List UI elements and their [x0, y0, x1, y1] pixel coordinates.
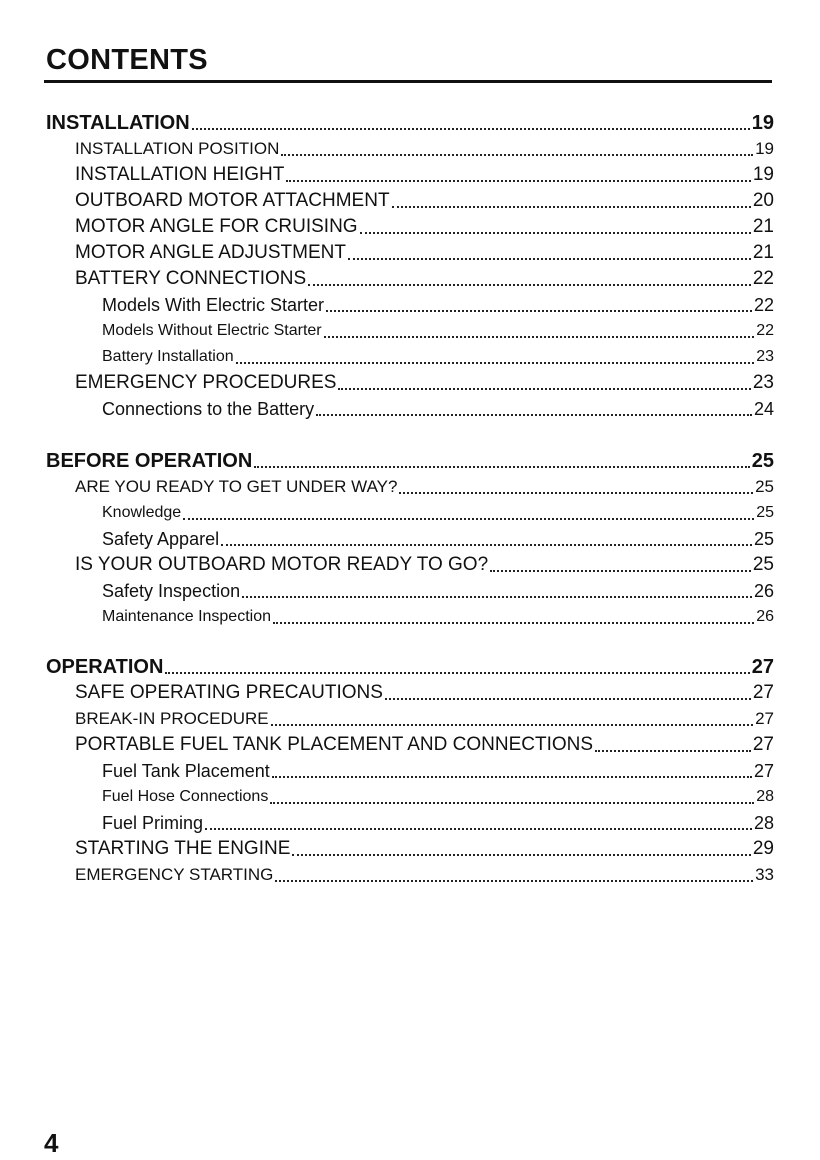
toc-entry-page: 21	[752, 242, 774, 263]
toc-entry-label: STARTING THE ENGINE	[75, 838, 291, 859]
toc-entry-label: Maintenance Inspection	[102, 608, 271, 625]
toc-entry-label: Models With Electric Starter	[102, 295, 325, 315]
page-title: CONTENTS	[46, 44, 208, 76]
toc-entry[interactable]	[75, 370, 774, 396]
toc-entry-label: Fuel Tank Placement	[102, 761, 270, 781]
dot-leader	[292, 854, 750, 856]
dot-leader	[281, 154, 753, 156]
dot-leader	[348, 258, 751, 260]
toc-entry-page: 19	[755, 139, 774, 158]
dot-leader	[399, 492, 753, 494]
toc-entry-label: INSTALLATION POSITION	[75, 139, 280, 158]
dot-leader	[286, 180, 750, 182]
toc-entry[interactable]	[102, 500, 774, 526]
toc-entry-label: Knowledge	[102, 504, 182, 521]
toc-entry[interactable]	[102, 526, 774, 552]
toc-entry-label: PORTABLE FUEL TANK PLACEMENT AND CONNECTIONS	[75, 734, 594, 755]
toc-entry-page: 26	[756, 608, 774, 625]
toc-entry-label: EMERGENCY PROCEDURES	[75, 372, 337, 393]
toc-entry[interactable]	[102, 396, 774, 422]
toc-entry-label: MOTOR ANGLE FOR CRUISING	[75, 216, 358, 237]
dot-leader	[324, 336, 755, 338]
toc-entry-label: Battery Installation	[102, 348, 234, 365]
toc-entry[interactable]	[75, 240, 774, 266]
toc-entry-label: IS YOUR OUTBOARD MOTOR READY TO GO?	[75, 554, 489, 575]
toc-entry-page: 28	[753, 813, 774, 833]
dot-leader	[595, 750, 751, 752]
toc-entry[interactable]	[75, 552, 774, 578]
toc-entry-page: 19	[751, 112, 774, 134]
toc-entry[interactable]	[102, 604, 774, 630]
toc-entry-label: MOTOR ANGLE ADJUSTMENT	[75, 242, 346, 263]
toc-entry[interactable]	[75, 214, 774, 240]
toc-entry-page: 25	[751, 450, 774, 472]
toc-entry-page: 27	[755, 709, 774, 728]
toc-entry[interactable]	[75, 266, 774, 292]
toc-entry-label: Fuel Hose Connections	[102, 788, 269, 805]
toc-entry[interactable]	[102, 810, 774, 836]
toc-entry-page: 19	[752, 164, 774, 185]
dot-leader	[326, 310, 752, 312]
toc-entry-page: 20	[752, 190, 774, 211]
toc-entry-page: 27	[752, 734, 774, 755]
toc-entry[interactable]	[75, 136, 774, 162]
toc-entry-page: 25	[752, 554, 774, 575]
dot-leader	[271, 724, 753, 726]
toc-entry-page: 27	[752, 682, 774, 703]
toc-entry-label: OUTBOARD MOTOR ATTACHMENT	[75, 190, 390, 211]
dot-leader	[272, 776, 752, 778]
dot-leader	[308, 284, 751, 286]
toc-entry-label: Models Without Electric Starter	[102, 322, 322, 339]
toc-entry-label: BATTERY CONNECTIONS	[75, 268, 307, 289]
toc-entry-page: 22	[753, 295, 774, 315]
toc-entry[interactable]	[75, 680, 774, 706]
toc-entry-label: INSTALLATION	[46, 112, 190, 134]
toc-entry-page: 27	[753, 761, 774, 781]
toc-entry-label: SAFE OPERATING PRECAUTIONS	[75, 682, 383, 703]
dot-leader	[270, 802, 754, 804]
toc-entry[interactable]	[75, 474, 774, 500]
toc-entry[interactable]	[102, 758, 774, 784]
dot-leader	[490, 570, 751, 572]
dot-leader	[205, 828, 752, 830]
toc-entry-page: 29	[752, 838, 774, 859]
toc-entry-label: BEFORE OPERATION	[46, 450, 253, 472]
dot-leader	[360, 232, 751, 234]
dot-leader	[275, 880, 753, 882]
dot-leader	[242, 596, 752, 598]
dot-leader	[236, 362, 755, 364]
toc-entry[interactable]	[75, 862, 774, 888]
toc-entry-page: 23	[752, 372, 774, 393]
toc-entry[interactable]	[75, 188, 774, 214]
toc-entry-label: OPERATION	[46, 656, 164, 678]
toc-entry[interactable]	[102, 318, 774, 344]
dot-leader	[165, 672, 749, 674]
page-number: 4	[44, 1128, 59, 1158]
toc-entry-page: 27	[751, 656, 774, 678]
dot-leader	[273, 622, 754, 624]
toc-entry-label: Connections to the Battery	[102, 399, 315, 419]
toc-entry-label: INSTALLATION HEIGHT	[75, 164, 285, 185]
toc-entry-page: 33	[755, 865, 774, 884]
toc-entry[interactable]	[75, 706, 774, 732]
dot-leader	[385, 698, 751, 700]
toc-section-heading[interactable]	[46, 110, 774, 136]
toc-entry-label: Safety Apparel	[102, 529, 220, 549]
dot-leader	[392, 206, 751, 208]
toc-entry[interactable]	[102, 292, 774, 318]
toc-entry[interactable]	[75, 732, 774, 758]
title-rule	[44, 80, 772, 83]
toc-section-heading[interactable]	[46, 654, 774, 680]
toc-entry-page: 25	[756, 504, 774, 521]
toc-entry-page: 24	[753, 399, 774, 419]
toc-section-heading[interactable]	[46, 448, 774, 474]
toc-entry[interactable]	[102, 578, 774, 604]
toc-entry[interactable]	[102, 344, 774, 370]
dot-leader	[192, 128, 750, 130]
toc-entry[interactable]	[102, 784, 774, 810]
toc-entry[interactable]	[75, 836, 774, 862]
dot-leader	[183, 518, 754, 520]
toc-entry-label: Fuel Priming	[102, 813, 204, 833]
toc-entry-page: 22	[752, 268, 774, 289]
toc-entry-label: BREAK-IN PROCEDURE	[75, 709, 269, 728]
dot-leader	[254, 466, 749, 468]
dot-leader	[316, 414, 752, 416]
dot-leader	[221, 544, 752, 546]
toc-entry-page: 28	[756, 788, 774, 805]
toc-entry-page: 22	[756, 322, 774, 339]
toc-entry-label: Safety Inspection	[102, 581, 241, 601]
toc-entry-page: 25	[753, 529, 774, 549]
toc-entry-page: 23	[756, 348, 774, 365]
toc-entry-page: 21	[752, 216, 774, 237]
toc-entry-page: 25	[755, 477, 774, 496]
toc-entry[interactable]	[75, 162, 774, 188]
toc-entry-label: EMERGENCY STARTING	[75, 865, 274, 884]
toc-entry-page: 26	[753, 581, 774, 601]
toc-entry-label: ARE YOU READY TO GET UNDER WAY?	[75, 477, 398, 496]
dot-leader	[338, 388, 750, 390]
